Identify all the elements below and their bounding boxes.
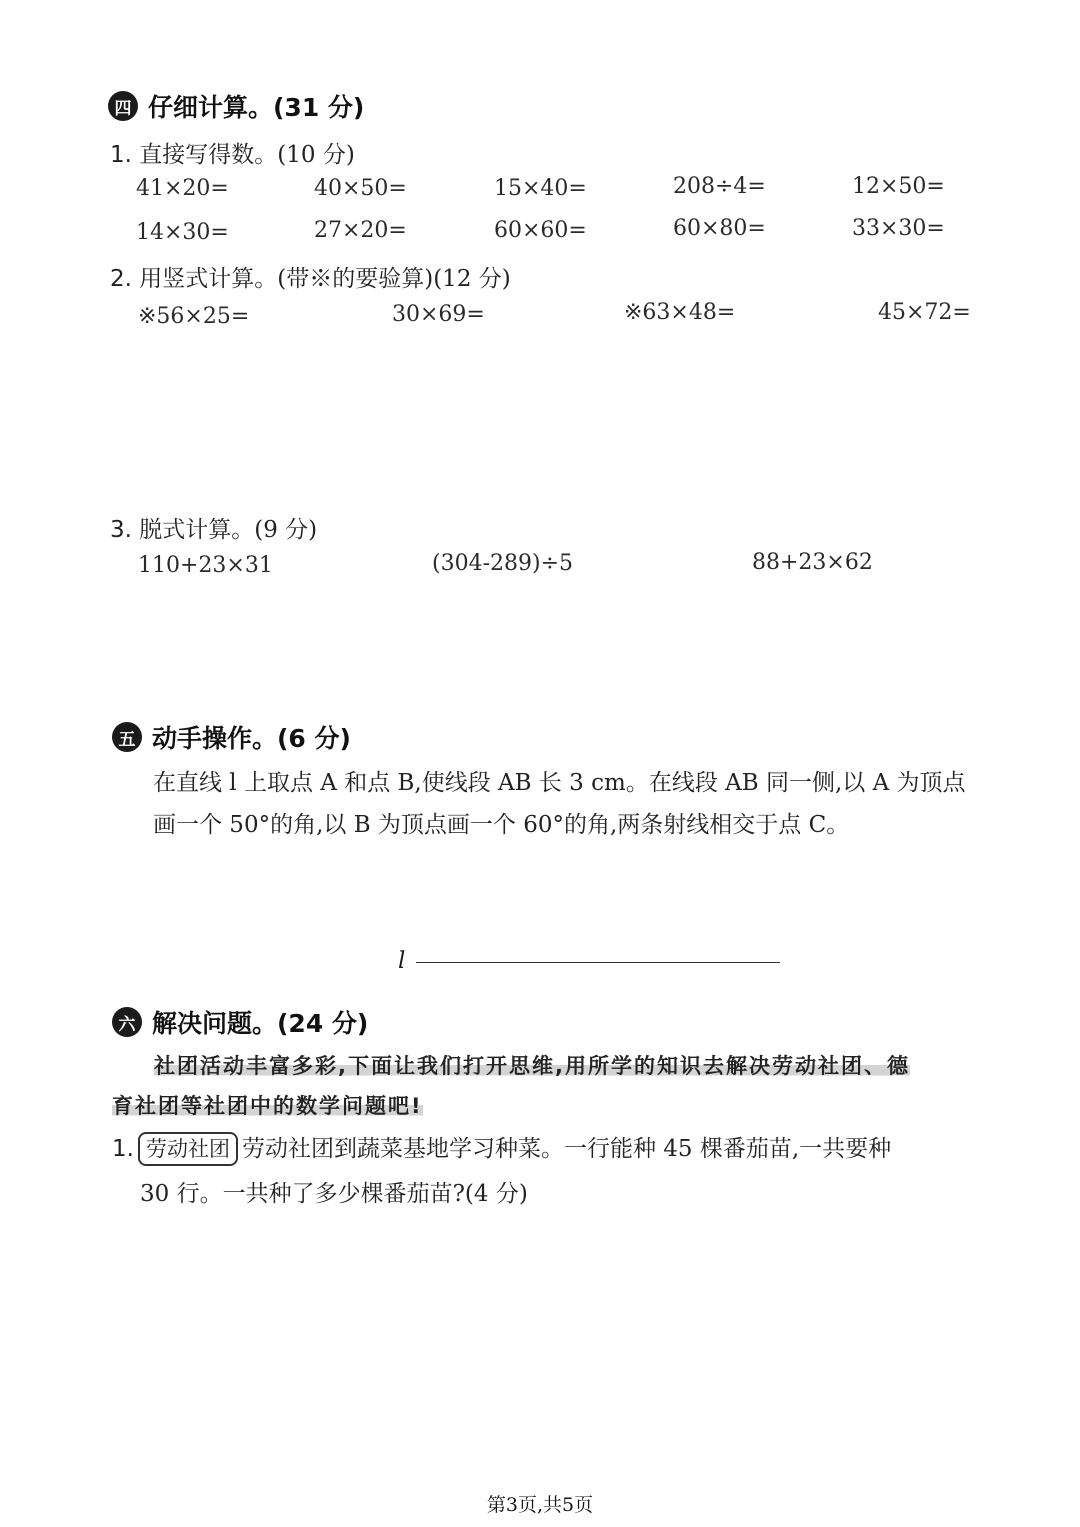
question-number: 1. [110, 142, 132, 168]
line-l-label: l [398, 948, 406, 974]
vertical-calc-item: ※56×25= [138, 304, 250, 329]
oral-calc-item: 14×30= [136, 220, 229, 245]
stepwise-calc-item: 110+23×31 [138, 553, 273, 578]
labor-club-tag: 劳动社团 [138, 1132, 238, 1166]
stepwise-calc-item: (304-289)÷5 [432, 551, 574, 576]
oral-calc-item: 41×20= [136, 176, 229, 201]
page-footer: 第3页,共5页 [486, 1494, 594, 1516]
vertical-calc-item: ※63×48= [624, 300, 736, 325]
section-4-badge: 四 [108, 91, 138, 121]
question-text: 直接写得数。(10 分) [139, 142, 355, 168]
intro-text: 社团活动丰富多彩,下面让我们打开思维,用所学的知识去解决劳动社团、德 [154, 1054, 910, 1078]
question-6-1-line-2: 30 行。一共种了多少棵番茄苗?(4 分) [140, 1181, 528, 1207]
section-6-title: 解决问题。(24 分) [152, 1009, 369, 1038]
oral-calc-item: 60×80= [673, 216, 766, 241]
question-6-1-line-1 [112, 1130, 891, 1166]
question-4-1-title [110, 136, 355, 169]
question-4-2-title [110, 260, 511, 293]
oral-calc-item: 33×30= [852, 216, 945, 241]
section-5-badge: 五 [112, 722, 142, 752]
section-4-heading [108, 88, 364, 124]
oral-calc-item: 15×40= [494, 176, 587, 201]
question-number: 2. [110, 266, 132, 292]
oral-calc-item: 40×50= [314, 176, 407, 201]
question-number: 1. [112, 1136, 134, 1162]
section-5-instruction-line-1: 在直线 l 上取点 A 和点 B,使线段 AB 长 3 cm。在线段 AB 同一侧,以 A 为顶点 [153, 770, 966, 796]
vertical-calc-item: 30×69= [392, 302, 485, 327]
section-6-heading [112, 1004, 368, 1040]
question-number: 3. [110, 517, 132, 543]
stepwise-calc-item: 88+23×62 [752, 550, 873, 575]
section-5-instruction-line-2: 画一个 50°的角,以 B 为顶点画一个 60°的角,两条射线相交于点 C。 [153, 812, 850, 838]
section-6-intro-line-2 [112, 1090, 423, 1120]
section-4-title: 仔细计算。(31 分) [148, 93, 365, 122]
section-5-heading [112, 719, 351, 755]
section-6-badge: 六 [112, 1007, 142, 1037]
vertical-calc-item: 45×72= [878, 300, 971, 325]
oral-calc-item: 12×50= [852, 174, 945, 199]
question-text: 脱式计算。(9 分) [139, 517, 318, 543]
oral-calc-item: 60×60= [494, 218, 587, 243]
oral-calc-item: 208÷4= [673, 174, 766, 199]
intro-text: 育社团等社团中的数学问题吧! [112, 1094, 423, 1118]
section-5-title: 动手操作。(6 分) [152, 724, 351, 753]
question-text: 用竖式计算。(带※的要验算)(12 分) [139, 266, 511, 292]
section-6-intro-line-1 [112, 1050, 910, 1080]
line-l [416, 962, 780, 963]
question-text: 劳动社团到蔬菜基地学习种菜。一行能种 45 棵番茄苗,一共要种 [241, 1136, 892, 1162]
oral-calc-item: 27×20= [314, 218, 407, 243]
question-4-3-title [110, 511, 317, 544]
